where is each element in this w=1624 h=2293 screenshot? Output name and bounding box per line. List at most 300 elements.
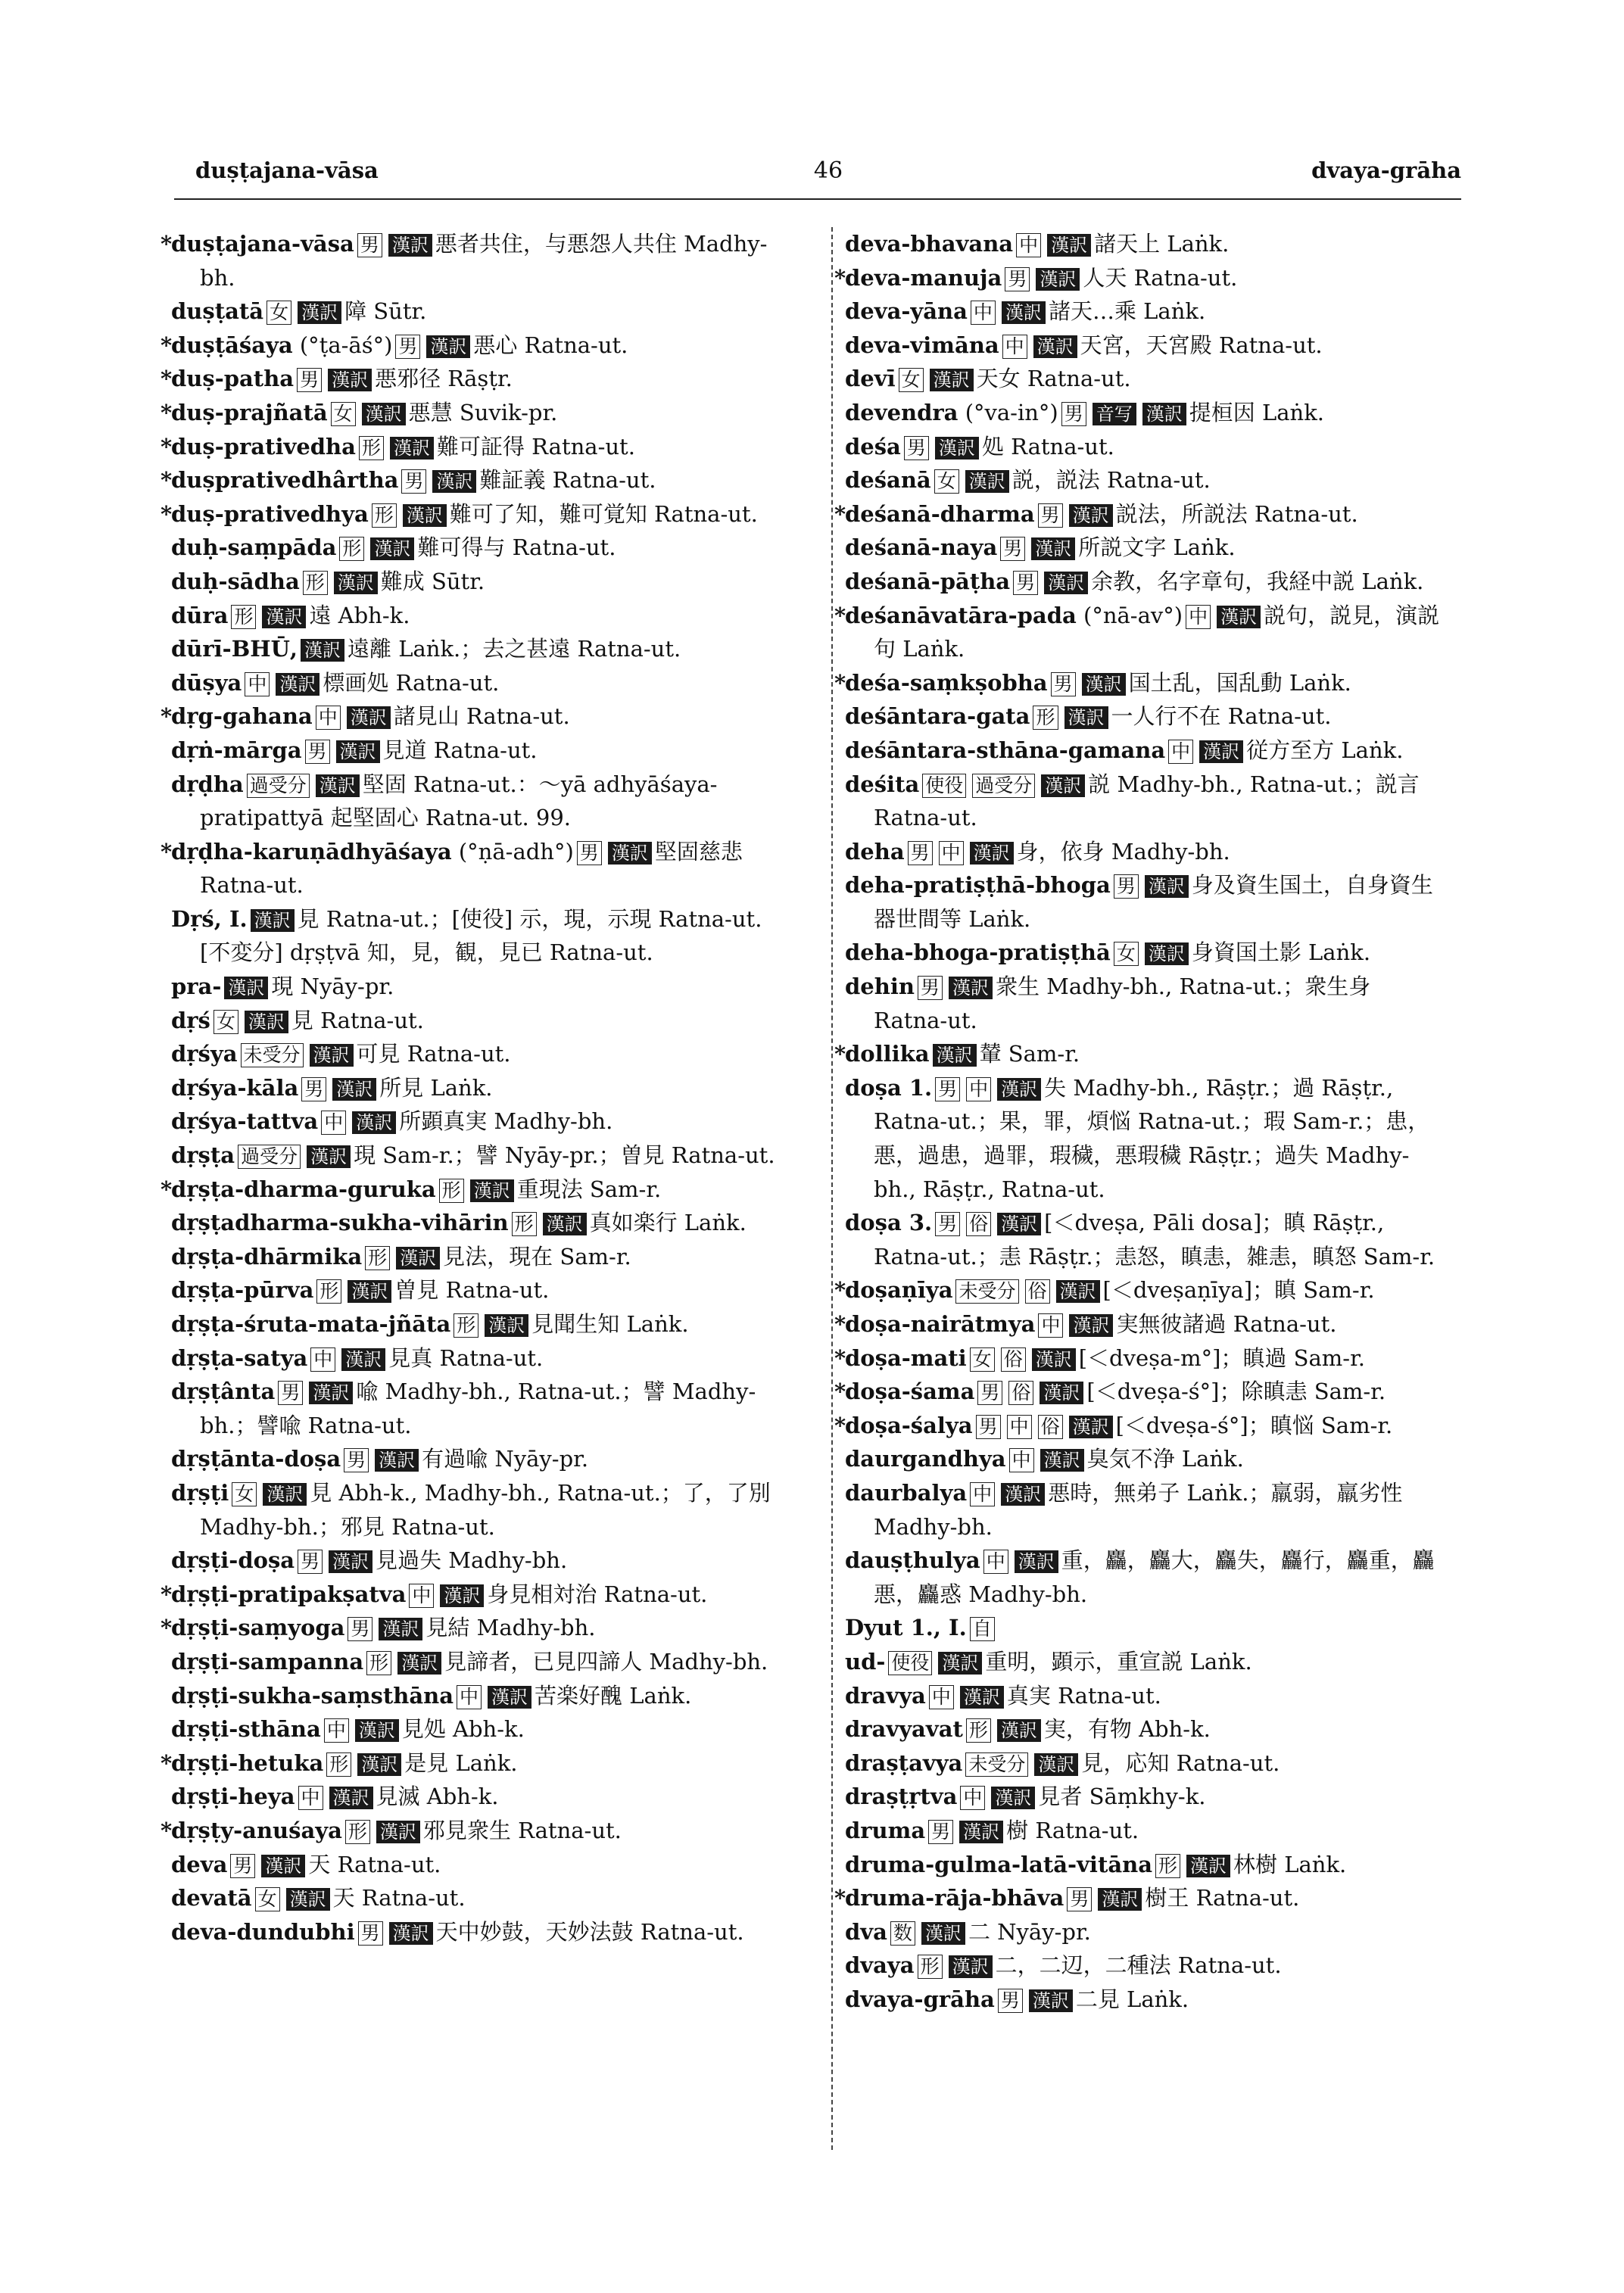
- grammar-box: 俗: [1038, 1415, 1063, 1439]
- translation-tag: 漢訳: [261, 1855, 305, 1877]
- translation-tag: 漢訳: [352, 1111, 396, 1134]
- entry-definition: 所説文字 Laṅk.: [1078, 534, 1236, 561]
- entry-headword: daurbalya: [845, 1479, 968, 1506]
- grammar-box: 使役: [888, 1651, 932, 1675]
- entry-headword: deva-manuja: [845, 264, 1002, 291]
- dictionary-entry: [161, 227, 777, 294]
- translation-tag: 漢訳: [543, 1213, 587, 1235]
- entry-definition: 国土乱，国乱動 Laṅk.: [1128, 669, 1351, 696]
- grammar-box: 男: [904, 436, 929, 460]
- entry-headword: deha-bhoga-pratiṣṭhā: [845, 939, 1111, 966]
- translation-tag: 漢訳: [347, 706, 391, 729]
- dictionary-entry: [845, 430, 1451, 464]
- entry-definition: 見法，現在 Sam-r.: [443, 1243, 631, 1270]
- grammar-box: 男: [935, 1212, 960, 1236]
- entry-headword: dehin: [845, 974, 915, 1000]
- translation-tag: 漢訳: [1199, 740, 1243, 763]
- translation-tag: 漢訳: [1186, 1855, 1230, 1877]
- entry-star-marker: *: [161, 1749, 173, 1776]
- entry-headword: druma: [845, 1817, 926, 1843]
- dictionary-entry: [171, 768, 777, 835]
- grammar-box: 形: [359, 436, 384, 460]
- grammar-box: 男: [998, 1989, 1023, 2013]
- translation-tag: 漢訳: [1001, 1483, 1045, 1506]
- grammar-box: 中: [324, 1718, 349, 1743]
- dictionary-entry: [834, 1273, 1451, 1307]
- translation-tag: 漢訳: [608, 842, 652, 865]
- entry-definition: 諸見山 Ratna-ut.: [393, 703, 570, 730]
- entry-definition: 悪邪径 Rāṣṭr.: [375, 366, 513, 392]
- translation-tag: 漢訳: [307, 1145, 351, 1168]
- grammar-box: 男: [357, 233, 382, 257]
- entry-definition: 諸天上 Laṅk.: [1094, 231, 1230, 257]
- entry-definition: [＜dveṣa-ś°]；瞋悩 Sam-r.: [1115, 1412, 1393, 1438]
- entry-headword: dṛṣṭa-dharma-guruka: [171, 1176, 436, 1202]
- translation-tag: 漢訳: [1031, 537, 1075, 560]
- translation-tag: 漢訳: [355, 1719, 399, 1742]
- grammar-box: 女: [1114, 942, 1139, 966]
- translation-tag: 漢訳: [1098, 1888, 1142, 1911]
- translation-tag: 漢訳: [997, 1078, 1041, 1101]
- dictionary-entry: [171, 1104, 777, 1139]
- grammar-box: 中: [457, 1685, 482, 1709]
- translation-tag: 漢訳: [485, 1314, 528, 1337]
- translation-tag: 漢訳: [403, 504, 447, 527]
- grammar-box: 自: [970, 1617, 995, 1641]
- dictionary-entry: [171, 1915, 777, 1949]
- grammar-box: 形: [345, 1820, 370, 1844]
- entry-definition: 苦楽好醜 Laṅk.: [535, 1682, 692, 1709]
- dictionary-entry: [845, 868, 1451, 936]
- translation-tag: 漢訳: [341, 1348, 385, 1371]
- entry-headword: dṛṣṭânta: [171, 1379, 276, 1405]
- entry-definition: 見過失 Madhy-bh.: [376, 1547, 568, 1574]
- dictionary-entry: [171, 1139, 777, 1173]
- entry-headword: dṛṣṭi-sukha-saṃsthāna: [171, 1682, 454, 1709]
- entry-definition: [＜dveṣa-ś°]；除瞋恚 Sam-r.: [1086, 1379, 1386, 1405]
- entry-headword: duṣ-patha: [171, 366, 295, 392]
- dictionary-entry: [171, 632, 777, 666]
- entry-headword: dṛṣṭy-anuśaya: [171, 1817, 342, 1843]
- grammar-box: 形: [966, 1718, 991, 1743]
- entry-definition: 説句，説見，演説句 Laṅk.: [874, 602, 1440, 662]
- translation-tag: 漢訳: [997, 1213, 1041, 1235]
- translation-tag: 漢訳: [396, 1247, 440, 1270]
- dictionary-entry: [845, 1071, 1451, 1206]
- entry-definition: 現 Sam-r.；譬 Nyāy-pr.；曽見 Ratna-ut.: [354, 1142, 775, 1169]
- dictionary-entry: [171, 1645, 777, 1679]
- grammar-box: 男: [977, 1381, 1002, 1405]
- translation-tag: 漢訳: [262, 606, 306, 628]
- entry-definition: 衆生 Madhy-bh., Ratna-ut.；衆生身 Ratna-ut.: [874, 974, 1371, 1033]
- entry-definition: 所顕真実 Madhy-bh.: [399, 1108, 613, 1135]
- page-number: 46: [813, 157, 843, 184]
- entry-definition: 実無彼諸過 Ratna-ut.: [1116, 1311, 1337, 1337]
- dictionary-entry: [161, 430, 777, 464]
- grammar-box: 男: [1051, 672, 1076, 696]
- grammar-box: 中: [409, 1584, 434, 1608]
- dictionary-entry: [845, 768, 1451, 835]
- entry-headword: devī: [845, 366, 896, 392]
- entry-definition: 樹王 Ratna-ut.: [1145, 1885, 1300, 1911]
- dictionary-entry: [171, 1476, 777, 1544]
- entry-definition: 二 Nyāy-pr.: [968, 1918, 1091, 1945]
- translation-tag: 漢訳: [1069, 1416, 1113, 1438]
- entry-definition: 遠離 Laṅk.；去之甚遠 Ratna-ut.: [348, 636, 681, 662]
- grammar-box: 中: [1016, 233, 1041, 257]
- entry-headword: doṣa-mati: [845, 1344, 967, 1371]
- entry-definition: 身見相対治 Ratna-ut.: [487, 1581, 708, 1607]
- dictionary-entry: [834, 497, 1451, 531]
- translation-tag: 漢訳: [970, 842, 1014, 865]
- entry-star-marker: *: [161, 1581, 173, 1607]
- dictionary-entry: [171, 531, 777, 565]
- entry-star-marker: *: [834, 1412, 846, 1438]
- dictionary-entry: [834, 1375, 1451, 1409]
- entry-definition: [＜dveṣa, Pāli dosa]；瞋 Rāṣṭr., Ratna-ut.；恚 Rāṣṭr.；恚怒，瞋恚，雑恚，瞋怒 Sam-r.: [874, 1210, 1435, 1270]
- grammar-box: 女: [934, 469, 959, 494]
- dictionary-entry: [161, 1611, 777, 1645]
- entry-definition: 見結 Madhy-bh.: [425, 1615, 596, 1641]
- grammar-box: 中: [1002, 335, 1027, 359]
- entry-headword: dṛśya-kāla: [171, 1074, 299, 1101]
- dictionary-entry: [834, 1341, 1451, 1375]
- entry-star-marker: *: [161, 703, 173, 730]
- dictionary-entry: [171, 734, 777, 768]
- translation-tag: 漢訳: [997, 1719, 1041, 1742]
- translation-tag: 漢訳: [1145, 875, 1189, 898]
- translation-tag: 漢訳: [334, 572, 378, 594]
- dictionary-entry: [171, 1442, 777, 1476]
- entry-definition: [＜dveṣa-m°]；瞋過 Sam-r.: [1078, 1344, 1365, 1371]
- entry-headword: duḥ-sādha: [171, 568, 300, 594]
- entry-definition: 諸天…乘 Laṅk.: [1048, 298, 1206, 325]
- grammar-box: 女: [232, 1482, 257, 1506]
- grammar-box: 中: [245, 672, 270, 696]
- dictionary-entry: [845, 936, 1451, 970]
- dictionary-entry: [171, 1712, 777, 1746]
- dictionary-entry: [834, 599, 1451, 666]
- entry-definition: 見滅 Abh-k.: [376, 1784, 499, 1810]
- grammar-box: 中: [966, 1077, 991, 1101]
- dictionary-entry: [171, 1848, 777, 1882]
- translation-tag: 漢訳: [1040, 1449, 1084, 1472]
- entry-definition: 重現法 Sam-r.: [516, 1176, 662, 1202]
- translation-tag: 漢訳: [1056, 1280, 1100, 1303]
- entry-definition: 天宮，天宮殿 Ratna-ut.: [1080, 332, 1323, 358]
- grammar-box: 形: [918, 1955, 943, 1979]
- grammar-box: 俗: [1025, 1279, 1050, 1304]
- entry-definition: 難可得与 Ratna-ut.: [417, 534, 616, 561]
- grammar-box: 中: [970, 1482, 995, 1506]
- entry-definition: 是見 Laṅk.: [404, 1749, 518, 1776]
- dictionary-entry: [171, 970, 777, 1004]
- translation-tag: 漢訳: [362, 403, 406, 425]
- entry-definition: 身，依身 Madhy-bh.: [1016, 838, 1230, 865]
- dictionary-entry: [171, 1881, 777, 1915]
- grammar-box: 男: [1114, 874, 1139, 899]
- entry-headword: pra-: [171, 974, 222, 1000]
- entry-headword: doṣa-nairātmya: [845, 1311, 1036, 1337]
- dictionary-entry: [845, 1679, 1451, 1713]
- grammar-box: 中: [1168, 740, 1193, 764]
- entry-headword: dṛṣṭi: [171, 1479, 229, 1506]
- entry-headword: dūṣya: [171, 669, 242, 696]
- translation-tag: 漢訳: [1015, 1550, 1058, 1573]
- dictionary-entry: [845, 1645, 1451, 1679]
- translation-tag: 漢訳: [309, 1382, 353, 1404]
- grammar-box: 中: [310, 1347, 335, 1372]
- entry-headword: duṣ-prativedha: [171, 433, 356, 460]
- translation-tag: 漢訳: [379, 1618, 422, 1640]
- translation-tag: 漢訳: [991, 1787, 1035, 1809]
- grammar-box: 形: [339, 537, 364, 561]
- grammar-box: 男: [1013, 571, 1038, 595]
- dictionary-entry: [845, 1746, 1451, 1781]
- entry-star-marker: *: [834, 500, 846, 527]
- entry-headword: dravyavat: [845, 1716, 963, 1743]
- entry-headword: duṣprativedhârtha: [171, 467, 399, 494]
- dictionary-entry: [845, 699, 1451, 734]
- translation-tag: 漢訳: [1064, 706, 1108, 729]
- dictionary-entry: [171, 1037, 777, 1071]
- translation-tag: 漢訳: [949, 1955, 993, 1978]
- entry-headword: dṛṣṭa: [171, 1142, 235, 1169]
- left-column: [161, 227, 777, 1949]
- dictionary-entry: [845, 1780, 1451, 1814]
- grammar-box: 女: [970, 1347, 995, 1372]
- dictionary-entry: [834, 1881, 1451, 1915]
- grammar-box: 男: [230, 1854, 255, 1878]
- grammar-box: 男: [358, 1921, 383, 1946]
- dictionary-entry: [845, 1814, 1451, 1848]
- entry-definition: 身資国土影 Laṅk.: [1191, 939, 1371, 966]
- entry-headword: dṛṣṭa-satya: [171, 1344, 308, 1371]
- dictionary-entry: [845, 1712, 1451, 1746]
- entry-headword: deśāntara-sthāna-gamana: [845, 737, 1166, 763]
- grammar-box: 中: [983, 1550, 1008, 1574]
- entry-definition: 難証義 Ratna-ut.: [479, 467, 656, 494]
- dictionary-entry: [161, 329, 777, 363]
- dictionary-entry: [161, 835, 777, 902]
- translation-tag: 漢訳: [286, 1888, 330, 1911]
- dictionary-entry: [171, 1780, 777, 1814]
- dictionary-entry: [161, 1173, 777, 1207]
- grammar-box: 中: [1186, 605, 1211, 629]
- translation-tag: 漢訳: [310, 1044, 354, 1067]
- translation-tag: 漢訳: [935, 437, 979, 460]
- entry-derivation: (°nā-av°): [1083, 602, 1183, 628]
- dictionary-entry: [845, 294, 1451, 329]
- translation-tag: 漢訳: [488, 1686, 531, 1709]
- entry-definition: [＜dveṣaṇīya]；瞋 Sam-r.: [1102, 1277, 1375, 1304]
- entry-definition: 二，二辺，二種法 Ratna-ut.: [995, 1952, 1282, 1979]
- grammar-box: 女: [214, 1010, 238, 1034]
- translation-tag: 漢訳: [938, 1652, 982, 1675]
- entry-definition: 説法，所説法 Ratna-ut.: [1115, 500, 1358, 527]
- translation-tag: 漢訳: [298, 301, 341, 324]
- translation-tag: 漢訳: [329, 1550, 372, 1573]
- dictionary-entry: [834, 1307, 1451, 1341]
- entry-headword: doṣa 1.: [845, 1074, 933, 1101]
- entry-derivation: (°va-in°): [965, 399, 1058, 425]
- translation-tag: 漢訳: [959, 1821, 1003, 1843]
- grammar-box: 中: [1009, 1448, 1034, 1472]
- dictionary-entry: [834, 1409, 1451, 1443]
- translation-tag: 漢訳: [470, 1179, 514, 1202]
- entry-definition: 真如楽行 Laṅk.: [589, 1210, 747, 1236]
- entry-definition: 見者 Sāṃkhy-k.: [1038, 1784, 1206, 1810]
- entry-headword: Dṛś, I.: [171, 905, 248, 932]
- entry-headword: devatā: [171, 1885, 252, 1911]
- entry-star-marker: *: [161, 838, 173, 865]
- entry-headword: deva-yāna: [845, 298, 968, 325]
- translation-tag: 漢訳: [328, 369, 372, 391]
- entry-definition: 喩 Madhy-bh., Ratna-ut.；譬 Madhy-bh.；譬喩 Ratna-ut.: [200, 1379, 756, 1438]
- grammar-box: 中: [1007, 1415, 1032, 1439]
- translation-tag: 漢訳: [1069, 1314, 1113, 1337]
- entry-headword: deva-bhavana: [845, 231, 1014, 257]
- translation-tag: 漢訳: [357, 1753, 401, 1776]
- entry-headword: dṛḍha-karuṇādhyāśaya: [171, 838, 452, 865]
- translation-tag: 漢訳: [1142, 403, 1186, 425]
- translation-tag: 漢訳: [921, 1922, 965, 1945]
- grammar-box: 男: [401, 469, 426, 494]
- column-divider: [831, 227, 833, 2150]
- entry-definition: 重，麤，麤大，麤失，麤行，麤重，麤悪，麤惑 Madhy-bh.: [874, 1547, 1435, 1607]
- entry-definition: 真実 Ratna-ut.: [1006, 1682, 1161, 1709]
- dictionary-entry: [161, 1814, 777, 1848]
- entry-definition: 障 Sūtr.: [344, 298, 427, 325]
- dictionary-entry: [171, 1341, 777, 1375]
- entry-headword: duṣ-prajñatā: [171, 399, 328, 425]
- header-last-entry: dvaya-grāha: [1311, 157, 1461, 183]
- entry-star-marker: *: [161, 433, 173, 460]
- dictionary-entry: [161, 463, 777, 497]
- translation-tag: 漢訳: [1033, 335, 1077, 358]
- translation-tag: 漢訳: [965, 470, 1009, 493]
- entry-definition: 悪時，無弟子 Laṅk.；羸弱，羸劣性 Madhy-bh.: [874, 1479, 1403, 1540]
- grammar-box: 中: [929, 1685, 954, 1709]
- grammar-box: 未受分: [955, 1279, 1018, 1304]
- entry-derivation: (°ṭa-āś°): [299, 332, 393, 358]
- dictionary-entry: [171, 1544, 777, 1578]
- entry-definition: 二見 Laṅk.: [1075, 1986, 1189, 2012]
- entry-definition: 見 Abh-k., Madhy-bh., Ratna-ut.；了，了別 Madhy-bh.；邪見 Ratna-ut.: [200, 1479, 771, 1540]
- running-header: [195, 157, 1461, 195]
- grammar-box: 男: [1038, 503, 1063, 528]
- entry-definition: 堅固慈悲 Ratna-ut.: [200, 838, 743, 899]
- grammar-box: 形: [439, 1179, 464, 1203]
- entry-headword: doṣa-śalya: [845, 1412, 973, 1438]
- dictionary-entry: [171, 666, 777, 700]
- translation-tag: 漢訳: [1145, 942, 1189, 965]
- entry-headword: devendra: [845, 399, 959, 425]
- translation-tag: 漢訳: [960, 1686, 1004, 1709]
- dictionary-entry: [161, 1746, 777, 1781]
- entry-definition: 提桓因 Laṅk.: [1189, 399, 1324, 425]
- translation-tag: 漢訳: [1034, 1753, 1078, 1776]
- entry-headword: duṣṭatā: [171, 298, 264, 325]
- dictionary-entry: [845, 970, 1451, 1037]
- entry-definition: 見処 Abh-k.: [401, 1716, 525, 1743]
- translation-tag: 漢訳: [432, 470, 476, 493]
- dictionary-entry: [845, 1915, 1451, 1949]
- entry-definition: 悪心 Ratna-ut.: [473, 332, 628, 358]
- entry-star-marker: *: [161, 366, 173, 392]
- grammar-box: 男: [348, 1617, 372, 1641]
- entry-definition: 曽見 Ratna-ut.: [394, 1277, 550, 1304]
- dictionary-entry: [171, 1307, 777, 1341]
- entry-star-marker: *: [161, 231, 173, 257]
- dictionary-entry: [834, 666, 1451, 700]
- entry-headword: dṛḍha: [171, 771, 244, 797]
- dictionary-entry: [845, 227, 1451, 261]
- translation-tag: 漢訳: [1217, 606, 1261, 628]
- entry-headword: deha: [845, 838, 905, 865]
- entry-definition: 輦 Sam-r.: [979, 1041, 1080, 1067]
- entry-star-marker: *: [834, 602, 846, 628]
- entry-definition: 臭気不浄 Laṅk.: [1086, 1446, 1244, 1472]
- translation-tag: 漢訳: [1040, 1382, 1083, 1404]
- grammar-box: 女: [899, 368, 924, 392]
- entry-definition: 標画処 Ratna-ut.: [323, 669, 500, 696]
- dictionary-entry: [161, 362, 777, 396]
- grammar-box: 過受分: [247, 774, 310, 798]
- grammar-box: 形: [1033, 706, 1058, 730]
- dictionary-entry: [845, 1544, 1451, 1611]
- dictionary-entry: [845, 734, 1451, 768]
- entry-definition: 従方至方 Laṅk.: [1246, 737, 1404, 763]
- entry-definition: 見諦者，已見四諦人 Madhy-bh.: [444, 1648, 768, 1675]
- grammar-box: 形: [366, 1651, 391, 1675]
- entry-star-marker: *: [834, 1277, 846, 1304]
- entry-definition: 身及資生国土，自身資生器世間等 Laṅk.: [874, 872, 1433, 932]
- entry-star-marker: *: [161, 1176, 173, 1202]
- translation-tag: 漢訳: [1002, 301, 1046, 324]
- entry-definition: 人天 Ratna-ut.: [1083, 264, 1238, 291]
- grammar-box: 形: [231, 605, 256, 629]
- grammar-box: 中: [316, 706, 341, 730]
- entry-definition: 重明，顕示，重宣説 Laṅk.: [985, 1648, 1252, 1675]
- grammar-box: 形: [316, 1279, 341, 1304]
- entry-definition: 見 Ratna-ut.；[使役] 示，現，示現 Ratna-ut. [不変分] dṛṣṭvā 知，見，観，見已 Ratna-ut.: [200, 905, 762, 966]
- entry-star-marker: *: [161, 500, 173, 527]
- translation-tag: 漢訳: [251, 909, 295, 932]
- grammar-box: 男: [1061, 402, 1086, 426]
- entry-headword: duṣṭajana-vāsa: [171, 231, 354, 257]
- entry-headword: deha-pratiṣṭhā-bhoga: [845, 872, 1111, 899]
- grammar-box: 俗: [1008, 1381, 1033, 1405]
- grammar-box: 男: [1067, 1887, 1092, 1911]
- dictionary-entry: [834, 1037, 1451, 1071]
- entry-star-marker: *: [161, 1615, 173, 1641]
- entry-headword: deva-vimāna: [845, 332, 999, 358]
- translation-tag: 漢訳: [440, 1584, 484, 1607]
- grammar-box: 女: [331, 402, 356, 426]
- entry-headword: ud-: [845, 1648, 886, 1675]
- entry-definition: 林樹 Laṅk.: [1233, 1851, 1347, 1877]
- entry-definition: 失 Madhy-bh., Rāṣṭr.；過 Rāṣṭr., Ratna-ut.；果，罪，煩悩 Ratna-ut.；瑕 Sam-r.；患，悪，過患，過罪，瑕穢，悪瑕穢 Rāṣṭr.；過失 Madhy-bh., Rāṣṭr., Ratna-ut.: [874, 1074, 1430, 1202]
- entry-headword: deśanāvatāra-pada: [845, 602, 1077, 628]
- entry-headword: deva: [171, 1851, 228, 1877]
- entry-definition: 見真 Ratna-ut.: [388, 1344, 544, 1371]
- entry-headword: draṣṭavya: [845, 1749, 963, 1776]
- grammar-box: 数: [890, 1921, 915, 1946]
- translation-tag: 漢訳: [930, 369, 974, 391]
- entry-headword: dṛṣṭa-śruta-mata-jñāta: [171, 1311, 451, 1337]
- header-first-entry: duṣṭajana-vāsa: [195, 157, 379, 183]
